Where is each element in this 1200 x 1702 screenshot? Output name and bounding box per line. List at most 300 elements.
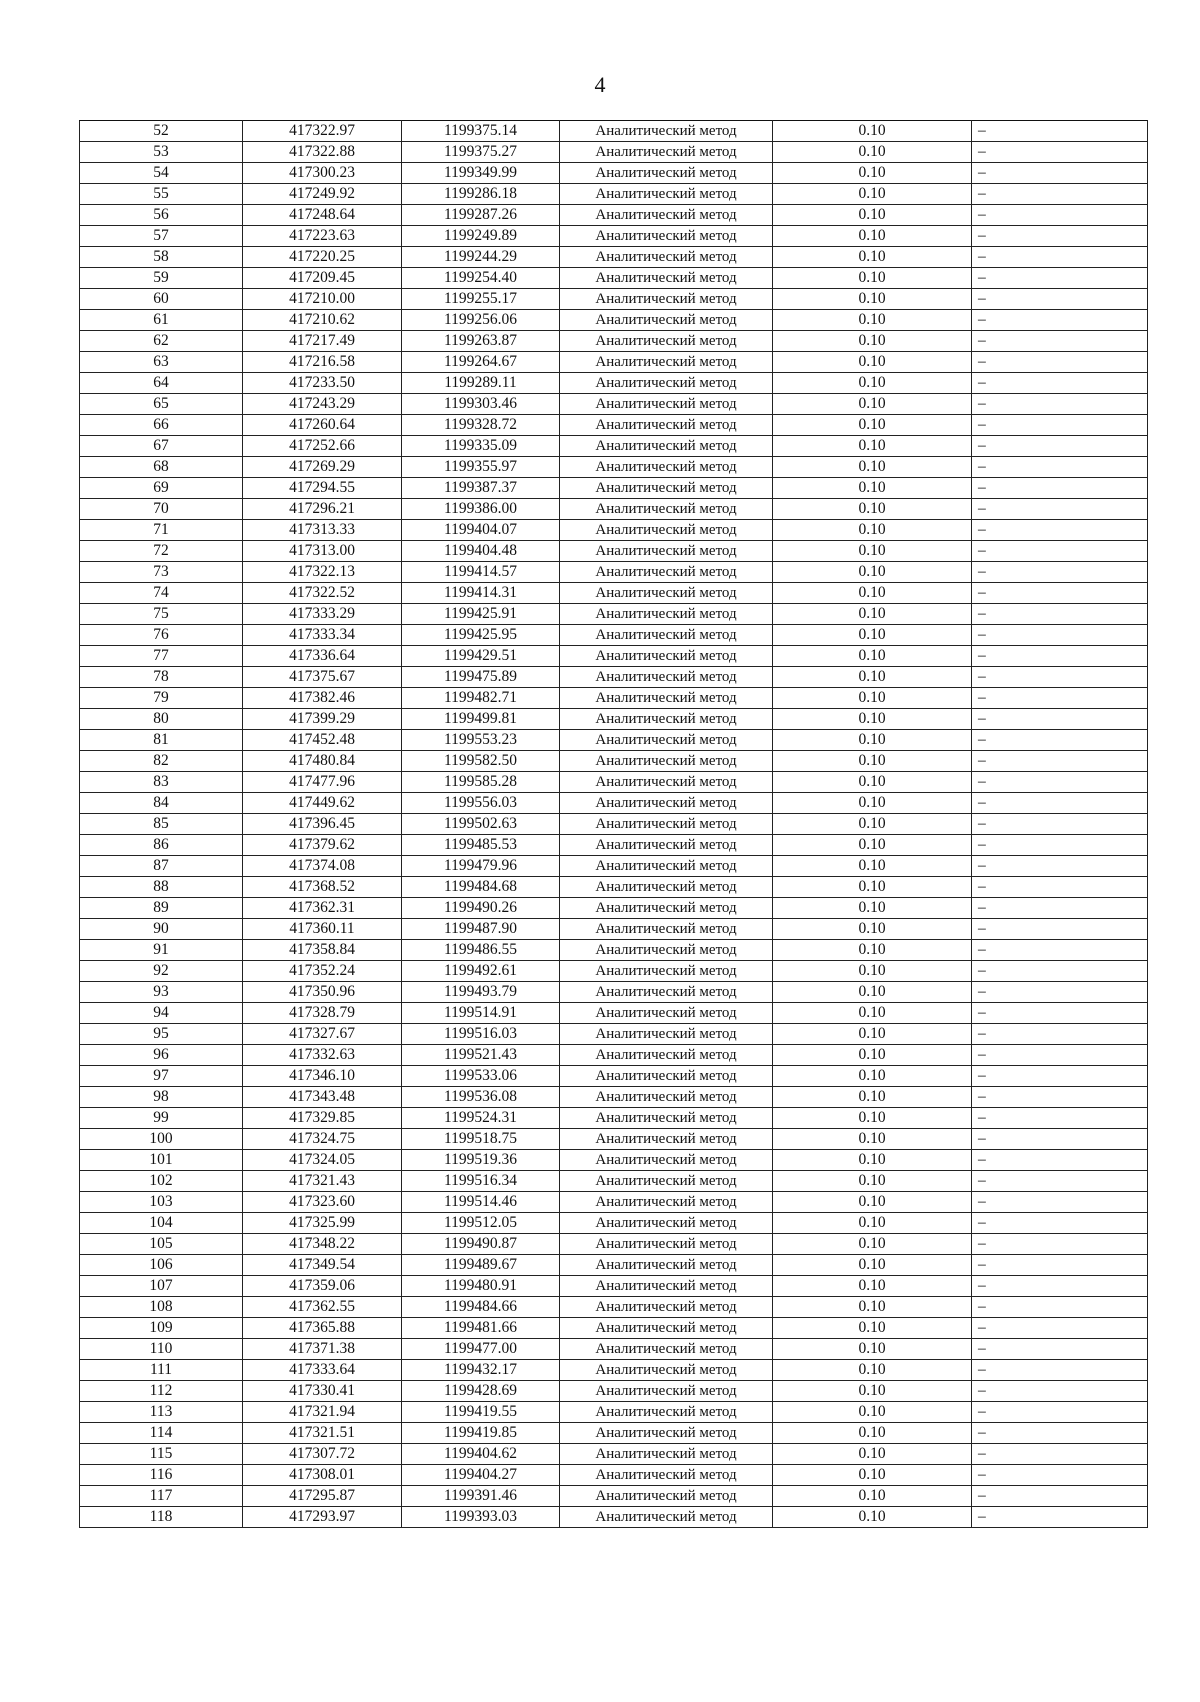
coordinate-y-cell: 1199514.46 (402, 1192, 560, 1213)
description-cell: – (972, 205, 1148, 226)
coordinate-x-cell: 417313.00 (243, 541, 402, 562)
coordinate-y-cell: 1199289.11 (402, 373, 560, 394)
table-row (80, 289, 1148, 310)
description-cell: – (972, 835, 1148, 856)
accuracy-cell: 0.10 (773, 1255, 972, 1276)
description-cell: – (972, 478, 1148, 499)
method-cell: Аналитический метод (560, 520, 773, 541)
coordinate-x-cell: 417374.08 (243, 856, 402, 877)
coordinate-x-cell: 417379.62 (243, 835, 402, 856)
accuracy-cell: 0.10 (773, 856, 972, 877)
description-cell: – (972, 1087, 1148, 1108)
method-cell: Аналитический метод (560, 1255, 773, 1276)
table-row (80, 436, 1148, 457)
accuracy-cell: 0.10 (773, 415, 972, 436)
method-cell: Аналитический метод (560, 646, 773, 667)
coordinate-x-cell: 417216.58 (243, 352, 402, 373)
coordinate-y-cell: 1199514.91 (402, 1003, 560, 1024)
method-cell: Аналитический метод (560, 562, 773, 583)
method-cell: Аналитический метод (560, 415, 773, 436)
table-row (80, 1486, 1148, 1507)
point-number-cell: 62 (80, 331, 243, 352)
table-row (80, 184, 1148, 205)
accuracy-cell: 0.10 (773, 310, 972, 331)
point-number-cell: 106 (80, 1255, 243, 1276)
description-cell: – (972, 1024, 1148, 1045)
coordinate-x-cell: 417324.75 (243, 1129, 402, 1150)
method-cell: Аналитический метод (560, 1297, 773, 1318)
point-number-cell: 59 (80, 268, 243, 289)
point-number-cell: 75 (80, 604, 243, 625)
description-cell: – (972, 1255, 1148, 1276)
method-cell: Аналитический метод (560, 499, 773, 520)
method-cell: Аналитический метод (560, 667, 773, 688)
table-row (80, 940, 1148, 961)
coordinate-x-cell: 417480.84 (243, 751, 402, 772)
point-number-cell: 80 (80, 709, 243, 730)
coordinate-x-cell: 417365.88 (243, 1318, 402, 1339)
coordinate-y-cell: 1199519.36 (402, 1150, 560, 1171)
description-cell: – (972, 856, 1148, 877)
coordinate-x-cell: 417346.10 (243, 1066, 402, 1087)
description-cell: – (972, 709, 1148, 730)
coordinate-y-cell: 1199475.89 (402, 667, 560, 688)
accuracy-cell: 0.10 (773, 373, 972, 394)
point-number-cell: 65 (80, 394, 243, 415)
table-row (80, 1423, 1148, 1444)
table-row (80, 1150, 1148, 1171)
point-number-cell: 103 (80, 1192, 243, 1213)
point-number-cell: 58 (80, 247, 243, 268)
description-cell: – (972, 499, 1148, 520)
description-cell: – (972, 121, 1148, 142)
point-number-cell: 105 (80, 1234, 243, 1255)
table-row (80, 604, 1148, 625)
table-row (80, 1297, 1148, 1318)
coordinate-x-cell: 417336.64 (243, 646, 402, 667)
accuracy-cell: 0.10 (773, 1318, 972, 1339)
accuracy-cell: 0.10 (773, 793, 972, 814)
coordinate-y-cell: 1199556.03 (402, 793, 560, 814)
coordinate-x-cell: 417322.97 (243, 121, 402, 142)
description-cell: – (972, 814, 1148, 835)
table-row (80, 982, 1148, 1003)
table-row (80, 793, 1148, 814)
coordinate-x-cell: 417358.84 (243, 940, 402, 961)
description-cell: – (972, 1213, 1148, 1234)
coordinate-x-cell: 417321.51 (243, 1423, 402, 1444)
accuracy-cell: 0.10 (773, 625, 972, 646)
coordinate-x-cell: 417217.49 (243, 331, 402, 352)
point-number-cell: 82 (80, 751, 243, 772)
table-row (80, 1444, 1148, 1465)
method-cell: Аналитический метод (560, 226, 773, 247)
accuracy-cell: 0.10 (773, 163, 972, 184)
accuracy-cell: 0.10 (773, 751, 972, 772)
coordinate-y-cell: 1199582.50 (402, 751, 560, 772)
table-row (80, 1381, 1148, 1402)
accuracy-cell: 0.10 (773, 142, 972, 163)
method-cell: Аналитический метод (560, 982, 773, 1003)
method-cell: Аналитический метод (560, 1360, 773, 1381)
method-cell: Аналитический метод (560, 1024, 773, 1045)
coordinate-y-cell: 1199349.99 (402, 163, 560, 184)
table-row (80, 583, 1148, 604)
method-cell: Аналитический метод (560, 268, 773, 289)
description-cell: – (972, 142, 1148, 163)
method-cell: Аналитический метод (560, 625, 773, 646)
method-cell: Аналитический метод (560, 1129, 773, 1150)
coordinate-y-cell: 1199414.31 (402, 583, 560, 604)
point-number-cell: 54 (80, 163, 243, 184)
coordinate-x-cell: 417328.79 (243, 1003, 402, 1024)
coordinate-x-cell: 417368.52 (243, 877, 402, 898)
coordinate-x-cell: 417343.48 (243, 1087, 402, 1108)
accuracy-cell: 0.10 (773, 982, 972, 1003)
coordinate-x-cell: 417329.85 (243, 1108, 402, 1129)
coordinate-x-cell: 417323.60 (243, 1192, 402, 1213)
method-cell: Аналитический метод (560, 1171, 773, 1192)
table-row (80, 394, 1148, 415)
method-cell: Аналитический метод (560, 247, 773, 268)
table-row (80, 1213, 1148, 1234)
method-cell: Аналитический метод (560, 772, 773, 793)
table-row (80, 268, 1148, 289)
point-number-cell: 85 (80, 814, 243, 835)
method-cell: Аналитический метод (560, 1045, 773, 1066)
description-cell: – (972, 604, 1148, 625)
coordinate-y-cell: 1199355.97 (402, 457, 560, 478)
table-row (80, 247, 1148, 268)
table-row (80, 1045, 1148, 1066)
point-number-cell: 60 (80, 289, 243, 310)
accuracy-cell: 0.10 (773, 121, 972, 142)
method-cell: Аналитический метод (560, 1507, 773, 1528)
accuracy-cell: 0.10 (773, 1234, 972, 1255)
method-cell: Аналитический метод (560, 898, 773, 919)
method-cell: Аналитический метод (560, 121, 773, 142)
point-number-cell: 61 (80, 310, 243, 331)
accuracy-cell: 0.10 (773, 1066, 972, 1087)
description-cell: – (972, 1423, 1148, 1444)
point-number-cell: 95 (80, 1024, 243, 1045)
accuracy-cell: 0.10 (773, 289, 972, 310)
method-cell: Аналитический метод (560, 688, 773, 709)
point-number-cell: 69 (80, 478, 243, 499)
point-number-cell: 109 (80, 1318, 243, 1339)
coordinate-y-cell: 1199387.37 (402, 478, 560, 499)
coordinate-y-cell: 1199393.03 (402, 1507, 560, 1528)
coordinate-x-cell: 417352.24 (243, 961, 402, 982)
method-cell: Аналитический метод (560, 730, 773, 751)
table-row (80, 751, 1148, 772)
accuracy-cell: 0.10 (773, 814, 972, 835)
table-row (80, 1108, 1148, 1129)
method-cell: Аналитический метод (560, 1423, 773, 1444)
coordinate-y-cell: 1199264.67 (402, 352, 560, 373)
point-number-cell: 113 (80, 1402, 243, 1423)
description-cell: – (972, 1486, 1148, 1507)
table-row (80, 478, 1148, 499)
accuracy-cell: 0.10 (773, 541, 972, 562)
point-number-cell: 108 (80, 1297, 243, 1318)
accuracy-cell: 0.10 (773, 1108, 972, 1129)
description-cell: – (972, 1003, 1148, 1024)
table-row (80, 1465, 1148, 1486)
accuracy-cell: 0.10 (773, 646, 972, 667)
accuracy-cell: 0.10 (773, 1444, 972, 1465)
point-number-cell: 84 (80, 793, 243, 814)
accuracy-cell: 0.10 (773, 562, 972, 583)
method-cell: Аналитический метод (560, 1150, 773, 1171)
coordinate-x-cell: 417359.06 (243, 1276, 402, 1297)
point-number-cell: 92 (80, 961, 243, 982)
point-number-cell: 91 (80, 940, 243, 961)
coordinate-y-cell: 1199553.23 (402, 730, 560, 751)
coordinate-y-cell: 1199486.55 (402, 940, 560, 961)
coordinate-y-cell: 1199404.27 (402, 1465, 560, 1486)
accuracy-cell: 0.10 (773, 1003, 972, 1024)
point-number-cell: 94 (80, 1003, 243, 1024)
method-cell: Аналитический метод (560, 1381, 773, 1402)
coordinate-y-cell: 1199524.31 (402, 1108, 560, 1129)
point-number-cell: 70 (80, 499, 243, 520)
accuracy-cell: 0.10 (773, 1129, 972, 1150)
method-cell: Аналитический метод (560, 205, 773, 226)
description-cell: – (972, 625, 1148, 646)
accuracy-cell: 0.10 (773, 835, 972, 856)
point-number-cell: 76 (80, 625, 243, 646)
coordinate-x-cell: 417296.21 (243, 499, 402, 520)
coordinates-table (79, 120, 1148, 1528)
method-cell: Аналитический метод (560, 373, 773, 394)
method-cell: Аналитический метод (560, 877, 773, 898)
method-cell: Аналитический метод (560, 1486, 773, 1507)
point-number-cell: 104 (80, 1213, 243, 1234)
description-cell: – (972, 415, 1148, 436)
table-row (80, 142, 1148, 163)
accuracy-cell: 0.10 (773, 1402, 972, 1423)
table-row (80, 310, 1148, 331)
point-number-cell: 116 (80, 1465, 243, 1486)
table-row (80, 1171, 1148, 1192)
point-number-cell: 102 (80, 1171, 243, 1192)
accuracy-cell: 0.10 (773, 352, 972, 373)
accuracy-cell: 0.10 (773, 499, 972, 520)
description-cell: – (972, 541, 1148, 562)
coordinate-y-cell: 1199490.87 (402, 1234, 560, 1255)
coordinate-y-cell: 1199328.72 (402, 415, 560, 436)
coordinate-x-cell: 417327.67 (243, 1024, 402, 1045)
accuracy-cell: 0.10 (773, 205, 972, 226)
method-cell: Аналитический метод (560, 751, 773, 772)
accuracy-cell: 0.10 (773, 730, 972, 751)
method-cell: Аналитический метод (560, 1108, 773, 1129)
accuracy-cell: 0.10 (773, 940, 972, 961)
description-cell: – (972, 898, 1148, 919)
coordinate-x-cell: 417210.62 (243, 310, 402, 331)
coordinate-x-cell: 417362.31 (243, 898, 402, 919)
coordinate-y-cell: 1199428.69 (402, 1381, 560, 1402)
coordinate-y-cell: 1199375.14 (402, 121, 560, 142)
coordinate-y-cell: 1199533.06 (402, 1066, 560, 1087)
description-cell: – (972, 1045, 1148, 1066)
coordinate-x-cell: 417300.23 (243, 163, 402, 184)
coordinate-x-cell: 417322.88 (243, 142, 402, 163)
table-row (80, 205, 1148, 226)
description-cell: – (972, 877, 1148, 898)
accuracy-cell: 0.10 (773, 184, 972, 205)
accuracy-cell: 0.10 (773, 1150, 972, 1171)
point-number-cell: 63 (80, 352, 243, 373)
coordinate-x-cell: 417350.96 (243, 982, 402, 1003)
coordinates-table-body (80, 121, 1148, 1528)
accuracy-cell: 0.10 (773, 268, 972, 289)
accuracy-cell: 0.10 (773, 478, 972, 499)
table-row (80, 352, 1148, 373)
table-row (80, 835, 1148, 856)
description-cell: – (972, 667, 1148, 688)
accuracy-cell: 0.10 (773, 436, 972, 457)
coordinate-y-cell: 1199512.05 (402, 1213, 560, 1234)
coordinate-x-cell: 417452.48 (243, 730, 402, 751)
accuracy-cell: 0.10 (773, 1024, 972, 1045)
coordinate-x-cell: 417210.00 (243, 289, 402, 310)
accuracy-cell: 0.10 (773, 457, 972, 478)
accuracy-cell: 0.10 (773, 1381, 972, 1402)
coordinate-y-cell: 1199536.08 (402, 1087, 560, 1108)
point-number-cell: 89 (80, 898, 243, 919)
description-cell: – (972, 289, 1148, 310)
page-number: 4 (594, 72, 606, 97)
table-row (80, 772, 1148, 793)
method-cell: Аналитический метод (560, 709, 773, 730)
accuracy-cell: 0.10 (773, 520, 972, 541)
accuracy-cell: 0.10 (773, 919, 972, 940)
table-row (80, 415, 1148, 436)
method-cell: Аналитический метод (560, 1339, 773, 1360)
table-row (80, 1507, 1148, 1528)
table-row (80, 814, 1148, 835)
method-cell: Аналитический метод (560, 1402, 773, 1423)
method-cell: Аналитический метод (560, 1276, 773, 1297)
coordinate-x-cell: 417322.13 (243, 562, 402, 583)
table-row (80, 688, 1148, 709)
method-cell: Аналитический метод (560, 961, 773, 982)
point-number-cell: 73 (80, 562, 243, 583)
description-cell: – (972, 1150, 1148, 1171)
point-number-cell: 115 (80, 1444, 243, 1465)
point-number-cell: 68 (80, 457, 243, 478)
coordinate-x-cell: 417449.62 (243, 793, 402, 814)
coordinate-y-cell: 1199480.91 (402, 1276, 560, 1297)
accuracy-cell: 0.10 (773, 1486, 972, 1507)
description-cell: – (972, 961, 1148, 982)
table-row (80, 163, 1148, 184)
coordinate-x-cell: 417382.46 (243, 688, 402, 709)
point-number-cell: 96 (80, 1045, 243, 1066)
coordinate-x-cell: 417348.22 (243, 1234, 402, 1255)
accuracy-cell: 0.10 (773, 1171, 972, 1192)
coordinate-y-cell: 1199386.00 (402, 499, 560, 520)
coordinate-y-cell: 1199404.07 (402, 520, 560, 541)
coordinate-x-cell: 417333.34 (243, 625, 402, 646)
coordinate-y-cell: 1199335.09 (402, 436, 560, 457)
coordinate-y-cell: 1199263.87 (402, 331, 560, 352)
coordinate-x-cell: 417375.67 (243, 667, 402, 688)
coordinate-x-cell: 417321.43 (243, 1171, 402, 1192)
coordinate-y-cell: 1199481.66 (402, 1318, 560, 1339)
coordinate-x-cell: 417333.29 (243, 604, 402, 625)
coordinate-x-cell: 417269.29 (243, 457, 402, 478)
coordinate-y-cell: 1199516.34 (402, 1171, 560, 1192)
accuracy-cell: 0.10 (773, 1339, 972, 1360)
description-cell: – (972, 1339, 1148, 1360)
coordinate-x-cell: 417371.38 (243, 1339, 402, 1360)
description-cell: – (972, 646, 1148, 667)
coordinate-y-cell: 1199482.71 (402, 688, 560, 709)
table-row (80, 730, 1148, 751)
accuracy-cell: 0.10 (773, 1045, 972, 1066)
point-number-cell: 101 (80, 1150, 243, 1171)
method-cell: Аналитический метод (560, 541, 773, 562)
point-number-cell: 100 (80, 1129, 243, 1150)
coordinate-x-cell: 417249.92 (243, 184, 402, 205)
point-number-cell: 66 (80, 415, 243, 436)
point-number-cell: 55 (80, 184, 243, 205)
point-number-cell: 64 (80, 373, 243, 394)
method-cell: Аналитический метод (560, 310, 773, 331)
point-number-cell: 99 (80, 1108, 243, 1129)
method-cell: Аналитический метод (560, 1087, 773, 1108)
point-number-cell: 112 (80, 1381, 243, 1402)
point-number-cell: 71 (80, 520, 243, 541)
coordinate-x-cell: 417248.64 (243, 205, 402, 226)
method-cell: Аналитический метод (560, 331, 773, 352)
accuracy-cell: 0.10 (773, 1465, 972, 1486)
description-cell: – (972, 1171, 1148, 1192)
accuracy-cell: 0.10 (773, 709, 972, 730)
coordinate-x-cell: 417243.29 (243, 394, 402, 415)
description-cell: – (972, 1402, 1148, 1423)
coordinate-x-cell: 417330.41 (243, 1381, 402, 1402)
description-cell: – (972, 940, 1148, 961)
coordinate-y-cell: 1199391.46 (402, 1486, 560, 1507)
description-cell: – (972, 373, 1148, 394)
table-row (80, 1087, 1148, 1108)
coordinate-x-cell: 417362.55 (243, 1297, 402, 1318)
coordinate-y-cell: 1199303.46 (402, 394, 560, 415)
table-row (80, 1003, 1148, 1024)
table-row (80, 1234, 1148, 1255)
description-cell: – (972, 163, 1148, 184)
method-cell: Аналитический метод (560, 394, 773, 415)
table-row (80, 1402, 1148, 1423)
description-cell: – (972, 919, 1148, 940)
coordinate-y-cell: 1199255.17 (402, 289, 560, 310)
accuracy-cell: 0.10 (773, 1297, 972, 1318)
table-row (80, 1339, 1148, 1360)
method-cell: Аналитический метод (560, 1234, 773, 1255)
table-row (80, 877, 1148, 898)
coordinate-x-cell: 417209.45 (243, 268, 402, 289)
coordinate-y-cell: 1199493.79 (402, 982, 560, 1003)
point-number-cell: 78 (80, 667, 243, 688)
table-row (80, 121, 1148, 142)
method-cell: Аналитический метод (560, 583, 773, 604)
coordinate-x-cell: 417322.52 (243, 583, 402, 604)
point-number-cell: 90 (80, 919, 243, 940)
